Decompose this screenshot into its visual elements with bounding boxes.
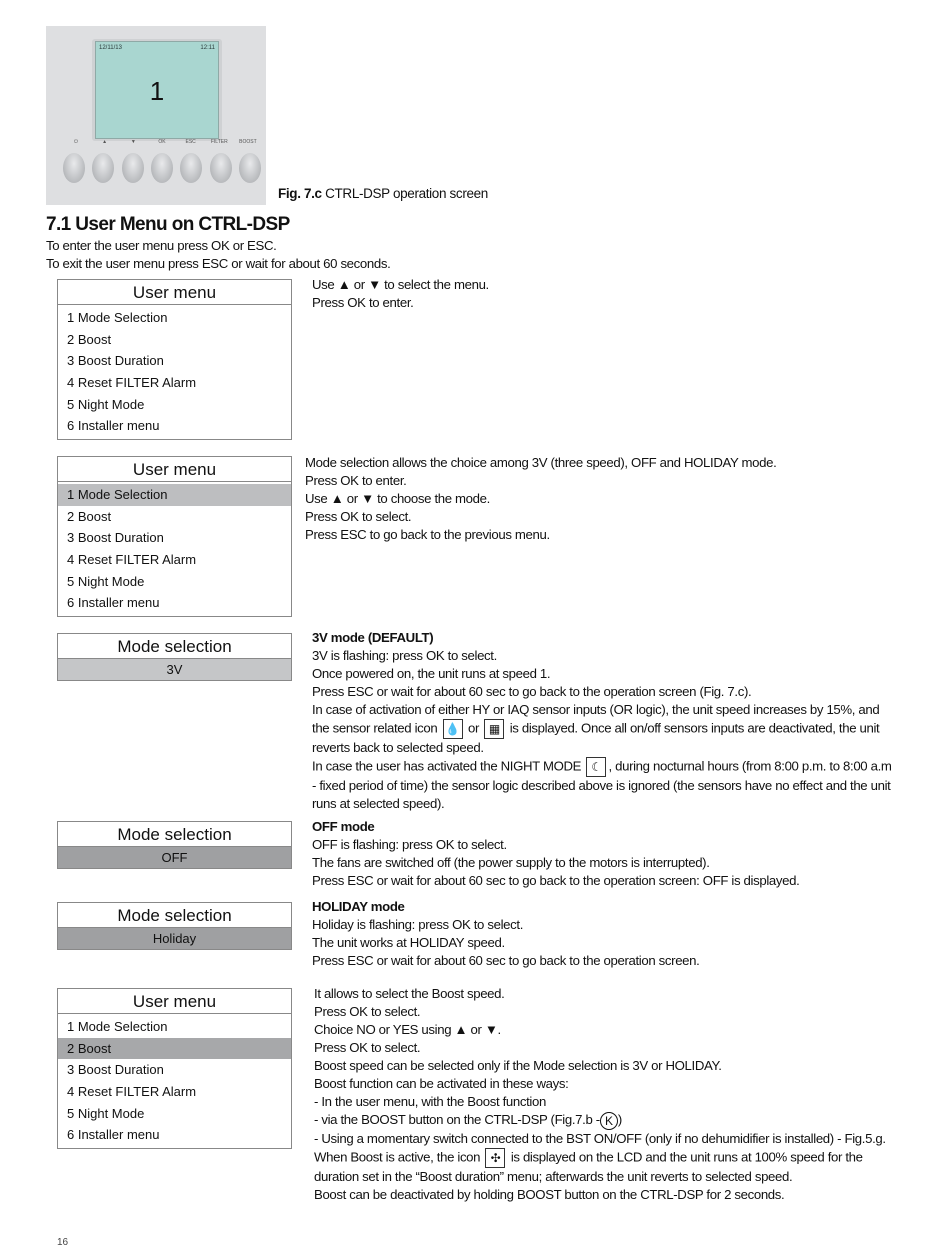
button-labels <box>64 139 260 145</box>
figure-caption: Fig. 7.c CTRL-DSP operation screen <box>278 186 488 201</box>
fan-icon: ✣ <box>485 1148 505 1168</box>
filter-button <box>210 153 232 183</box>
mode-off-description: OFF mode OFF is flashing: press OK to select. The fans are switched off (the power supply to the motors is interrupted). Press ESC or wait for about 60 sec to go back to the operation screen: OFF is displayed. <box>312 819 800 888</box>
mode-holiday-description: HOLIDAY mode Holiday is flashing: press OK to select. The unit works at HOLIDAY speed. Press ESC or wait for about 60 sec to go back to the operation screen. <box>312 899 700 968</box>
menu-item: 4 Reset FILTER Alarm <box>67 1084 197 1100</box>
mode-selection-instructions: Mode selection allows the choice among 3V (three speed), OFF and HOLIDAY mode. Press OK to enter. Use ▲ or ▼ to choose the mode. Press OK to select. Press ESC to go back to the previous menu. <box>305 455 777 542</box>
boost-button <box>239 153 261 183</box>
menu-item: 4 Reset FILTER Alarm <box>67 375 197 391</box>
user-menu-box-mode <box>57 456 292 617</box>
mode-3v-description: 3V mode (DEFAULT) 3V is flashing: press OK to select. Once powered on, the unit runs at speed 1. Press ESC or wait for about 60 sec to go back to the operation screen (Fig. 7.c). In case of activation of either HY or IAQ sensor inputs (OR logic), the unit speed increases by 15%, and the sensor related icon 💧 or ▦ is displayed. Once all on/off sensors inputs are deactivated, the unit reverts back to selected speed. In case the user has activated the NIGHT MODE ☾ , during nocturnal hours (from 8:00 p.m. to 8:00 a.m - fixed period of time) the sensor logic described above is ignored (the sensors have no effect and the unit runs at selected speed). <box>312 630 892 811</box>
up-button <box>92 153 114 183</box>
menu-item: 5 Night Mode <box>67 573 145 589</box>
k-circle-icon: K <box>600 1112 618 1130</box>
menu-item: 6 Installer menu <box>67 1127 160 1143</box>
page-number: 16 <box>57 1237 69 1248</box>
esc-button <box>180 153 202 183</box>
menu-item: 6 Installer menu <box>67 595 160 611</box>
menu-instructions: Use ▲ or ▼ to select the menu. Press OK to enter. <box>312 277 489 310</box>
user-menu-title: User menu <box>58 457 291 482</box>
user-menu-box-boost <box>57 988 292 1149</box>
menu-item: 4 Reset FILTER Alarm <box>67 552 197 568</box>
lcd-screen <box>95 41 219 139</box>
menu-item: 2 Boost <box>67 508 112 524</box>
humidity-drop-icon: 💧 <box>443 719 463 739</box>
menu-item: 6 Installer menu <box>67 418 160 434</box>
menu-item: 5 Night Mode <box>67 1105 145 1121</box>
user-menu-title: User menu <box>58 280 291 305</box>
section-title: 7.1 User Menu on CTRL-DSP <box>46 214 290 235</box>
ok-label: OK <box>158 139 166 145</box>
lcd-speed-value: 1 <box>149 76 165 106</box>
filter-label: FILTER <box>210 139 228 145</box>
intro-line-1: To enter the user menu press OK or ESC. <box>46 238 277 253</box>
lcd-date: 12/11/13 <box>99 45 122 51</box>
mode-value-3v: 3V <box>58 659 291 680</box>
boost-description: It allows to select the Boost speed. Press OK to select. Choice NO or YES using ▲ or ▼. Press OK to select. Boost speed can be selected only if the Mode selection is 3V or HOLIDAY. Boost function can be activated in these ways: - In the user menu, with the Boost function - via the BOOST button on the CTRL-DSP (Fig.7.b - K ) - Using a momentary switch connected to the BST ON/OFF (only if no dehumidifier is installed) - Fig.5.g. When Boost is active, the icon ✣ is displayed on the LCD and the unit runs at 100% speed for the duration set in the “Boost duration” menu; afterwards the unit reverts to selected speed. Boost can be deactivated by holding BOOST button on the CTRL-DSP for 2 seconds. <box>314 986 886 1202</box>
intro-line-2: To exit the user menu press ESC or wait for about 60 seconds. <box>46 256 391 271</box>
menu-item: 5 Night Mode <box>67 396 145 412</box>
device-buttons <box>63 153 261 183</box>
user-menu-box <box>57 279 292 440</box>
up-arrow-icon: ▲ <box>102 139 108 145</box>
menu-item-selected: 2 Boost <box>58 1038 291 1060</box>
lcd-time: 12:11 <box>200 45 215 51</box>
menu-item: 3 Boost Duration <box>67 530 164 546</box>
moon-icon: ☾ <box>586 757 606 777</box>
mode-title: Mode selection <box>58 822 291 847</box>
menu-item: 3 Boost Duration <box>67 1062 164 1078</box>
menu-item-selected: 1 Mode Selection <box>58 484 291 506</box>
mode-value-off: OFF <box>58 847 291 868</box>
menu-item: 2 Boost <box>67 331 112 347</box>
ok-button <box>151 153 173 183</box>
esc-label: ESC <box>185 139 196 145</box>
mode-box-off <box>57 821 292 869</box>
down-arrow-icon: ▼ <box>130 139 136 145</box>
mode-value-holiday: Holiday <box>58 928 291 949</box>
device-photo <box>46 26 266 205</box>
mode-title: Mode selection <box>58 634 291 659</box>
mode-title: Mode selection <box>58 903 291 928</box>
mode-box-holiday <box>57 902 292 950</box>
menu-item: 1 Mode Selection <box>67 310 168 325</box>
menu-item: 3 Boost Duration <box>67 353 164 369</box>
mode-box-3v <box>57 633 292 681</box>
power-icon: ⏻ <box>74 139 78 145</box>
iaq-sensor-icon: ▦ <box>484 719 504 739</box>
boost-label: BOOST <box>239 139 257 145</box>
menu-item: 1 Mode Selection <box>67 1019 168 1034</box>
power-button <box>63 153 85 183</box>
user-menu-title: User menu <box>58 989 291 1014</box>
down-button <box>122 153 144 183</box>
